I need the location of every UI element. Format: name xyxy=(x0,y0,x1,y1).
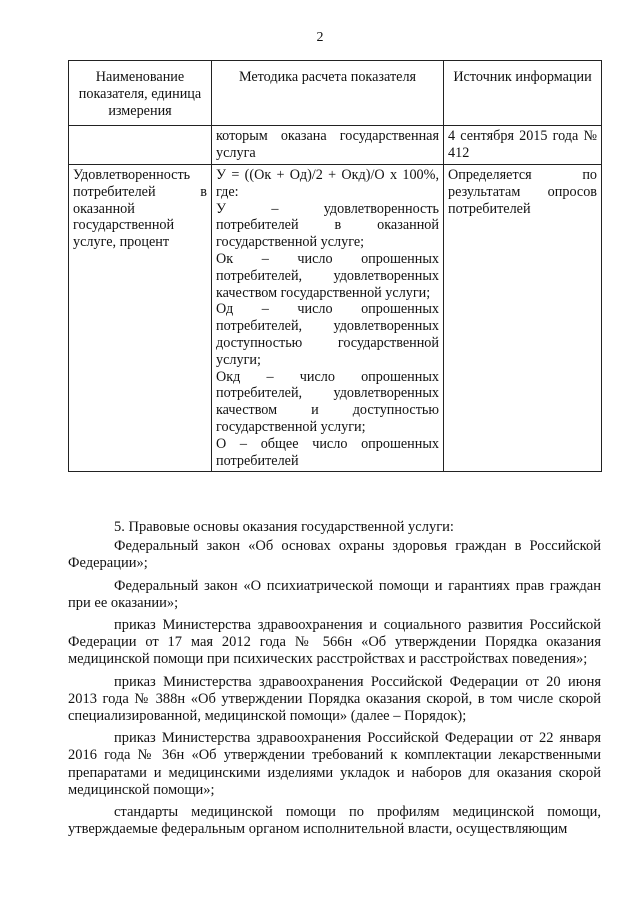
cell-indicator-name xyxy=(69,126,212,165)
table-header-row xyxy=(69,61,602,126)
definition-item: Ок – число опрошенных потребителей, удовлетворенных качеством государственной услуги; xyxy=(216,250,439,301)
header-indicator-name: Наименование показателя, единица измерения xyxy=(69,61,212,126)
indicator-table xyxy=(68,60,602,472)
list-item: Федеральный закон «Об основах охраны здоровья граждан в Российской Федерации»; xyxy=(68,538,601,572)
cell-source: Определяется по результатам опросов потребителей xyxy=(444,164,602,471)
list-item: приказ Министерства здравоохранения Российской Федерации от 22 января 2016 года № 36н «Об утверждении требований к комплектации лекарственными препаратами и медицинскими изделиями укладок и наборов для оказания скорой медицинской помощи»; xyxy=(68,730,601,798)
page-number: 2 xyxy=(316,30,324,45)
table-row xyxy=(69,164,602,471)
cell-method: которым оказана государственная услуга xyxy=(212,126,444,165)
legal-basis-section xyxy=(68,519,601,838)
cell-source: 4 сентября 2015 года № 412 xyxy=(444,126,602,165)
table-row xyxy=(69,126,602,165)
formula: У = ((Ок + Од)/2 + Окд)/О х 100%, где: xyxy=(216,166,439,200)
section-heading: 5. Правовые основы оказания государственной услуги: xyxy=(114,519,454,535)
list-item: приказ Министерства здравоохранения и социального развития Российской Федерации от 17 мая 2012 года № 566н «Об утверждении Порядка оказания медицинской помощи при психических расстройствах и расстройствах поведения»; xyxy=(68,617,601,668)
list-item: приказ Министерства здравоохранения Российской Федерации от 20 июня 2013 года № 388н «Об утверждении Порядка оказания скорой, в том числе скорой специализированной, медицинской помощи» (далее – Порядок); xyxy=(68,673,601,725)
header-calculation-method: Методика расчета показателя xyxy=(212,61,444,126)
definition-item: У – удовлетворенность потребителей в оказанной государственной услуге; xyxy=(216,200,439,251)
cell-indicator-name: Удовлетворенность потребителей в оказанной государственной услуге, процент xyxy=(69,164,212,471)
definition-item: Од – число опрошенных потребителей, удовлетворенных доступностью государственной услуги; xyxy=(216,301,439,368)
header-info-source: Источник информации xyxy=(444,61,602,126)
cell-method xyxy=(212,164,444,471)
list-item: стандарты медицинской помощи по профилям медицинской помощи, утверждаемые федеральным органом исполнительной власти, осуществляющим xyxy=(68,804,601,838)
definition-item: Окд – число опрошенных потребителей, удовлетворенных качеством и доступностью государственной услуги; xyxy=(216,368,439,435)
definition-item: О – общее число опрошенных потребителей xyxy=(216,435,439,469)
list-item: Федеральный закон «О психиатрической помощи и гарантиях прав граждан при ее оказании»; xyxy=(68,577,601,611)
